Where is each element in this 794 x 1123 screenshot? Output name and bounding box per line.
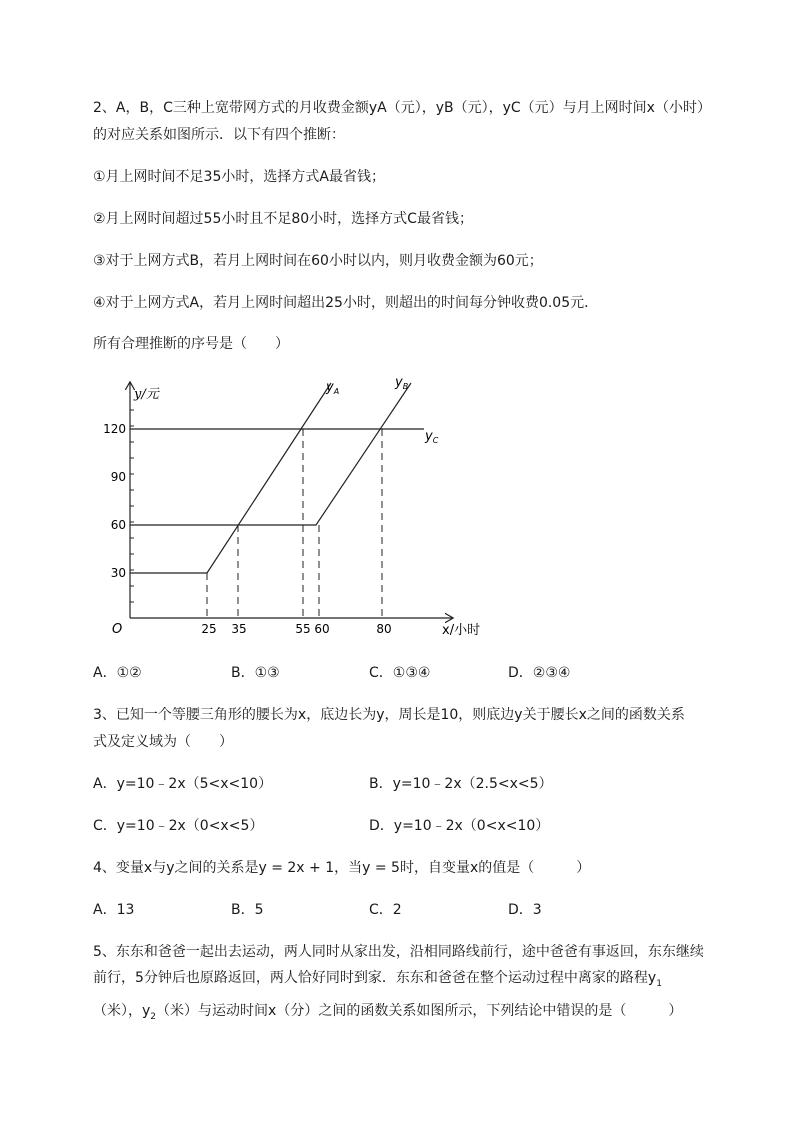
q4-option-a[interactable]: A．13 [93, 902, 135, 918]
x-tick-60: 60 [314, 622, 330, 636]
q3-option-d[interactable]: D．y=10﹣2x（0<x<10） [369, 818, 550, 834]
q2-stem-line2: 的对应关系如图所示．以下有四个推断： [93, 127, 345, 143]
y-tick-30: 30 [110, 566, 126, 580]
origin-label: O [112, 622, 123, 637]
dashed-guides [207, 429, 382, 618]
q2-statement-1: ①月上网时间不足35小时，选择方式A最省钱； [93, 169, 385, 185]
line-yB [130, 383, 411, 525]
q5-stem-line3: （米），$y_2$（米）与运动时间x（分）之间的函数关系如图所示，下列结论中错误的是（ ） [93, 1003, 683, 1022]
q5-stem-line1: 5、东东和爸爸一起出去运动，两人同时从家出发，沿相同路线前行，途中爸爸有事返回，东东继续 [93, 944, 704, 960]
x-tick-35: 35 [231, 622, 247, 636]
y-tick-120: 120 [103, 422, 126, 436]
x-tick-25: 25 [201, 622, 217, 636]
q3-stem-line1: 3、已知一个等腰三角形的腰长为x，底边长为y，周长是10，则底边y关于腰长x之间的函数关系 [93, 707, 685, 723]
q2-option-d[interactable]: D．②③④ [508, 665, 571, 681]
q4-option-c[interactable]: C．2 [369, 902, 402, 918]
label-yB: $y_B$ [395, 375, 409, 391]
q2-statement-3: ③对于上网方式B，若月上网时间在60小时以内，则月收费金额为60元； [93, 253, 543, 269]
q2-stem-line1: 2、A，B，C三种上宽带网方式的月收费金额yA（元），yB（元），yC（元）与月上网时间x（小时） [93, 100, 711, 116]
q2-statement-2: ②月上网时间超过55小时且不足80小时，选择方式C最省钱； [93, 211, 473, 227]
q3-stem-line2: 式及定义域为（ ） [93, 734, 233, 750]
line-yA [130, 383, 331, 573]
label-yA: $y_A$ [326, 380, 340, 396]
q3-option-b[interactable]: B．y=10﹣2x（2.5<x<5） [369, 776, 553, 792]
q2-question: 所有合理推断的序号是（ ） [93, 336, 289, 352]
q4-option-b[interactable]: B．5 [231, 902, 264, 918]
q2-option-c[interactable]: C．①③④ [369, 665, 431, 681]
x-axis-label: x/小时 [442, 623, 481, 638]
q2-option-b[interactable]: B．①③ [231, 665, 280, 681]
y-tick-90: 90 [110, 470, 126, 484]
x-tick-80: 80 [376, 622, 392, 636]
q5-stem-line2: 前行，5分钟后也原路返回，两人恰好同时到家．东东和爸爸在整个运动过程中离家的路程$y_1$ [93, 970, 662, 989]
q3-option-a[interactable]: A．y=10﹣2x（5<x<10） [93, 776, 273, 792]
q2-option-a[interactable]: A．①② [93, 665, 142, 681]
label-yC: $y_C$ [425, 429, 439, 445]
y-axis-label: y/元 [134, 387, 159, 402]
q2-function-graph [100, 370, 500, 645]
q3-option-c[interactable]: C．y=10﹣2x（0<x<5） [93, 818, 264, 834]
y-tick-60: 60 [110, 518, 126, 532]
q4-stem: 4、变量x与y之间的关系是y = 2x + 1，当y = 5时，自变量x的值是（ ） [93, 860, 591, 876]
q4-option-d[interactable]: D．3 [508, 902, 542, 918]
x-tick-55: 55 [295, 622, 311, 636]
q2-statement-4: ④对于上网方式A，若月上网时间超出25小时，则超出的时间每分钟收费0.05元． [93, 295, 599, 311]
